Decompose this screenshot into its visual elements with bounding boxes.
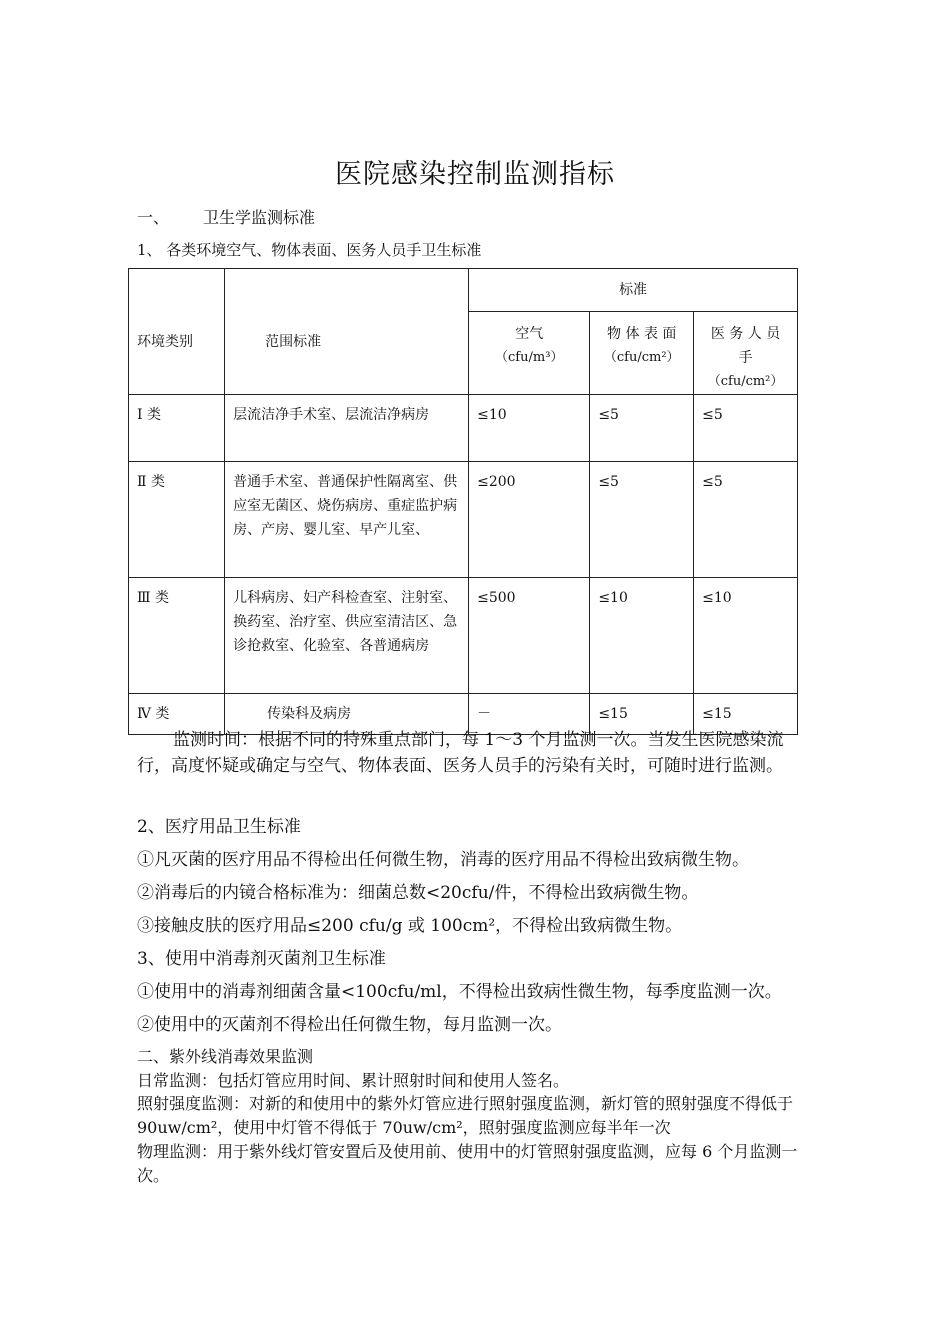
header-air-label: 空气 [515,326,544,342]
section-1-number: 一、 [137,208,170,227]
subsection-3-heading: 3、使用中消毒剂灭菌剂卫生标准 [137,949,386,969]
item-3-1: ①使用中的消毒剂细菌含量<100cfu/ml，不得检出致病性微生物，每季度监测一次。 [137,982,782,1002]
header-standard: 标准 [469,269,798,312]
section-1-heading [137,205,315,228]
cell-air: ≤500 [469,578,590,694]
cell-surface: ≤10 [590,578,694,694]
cell-surface: ≤5 [590,462,694,578]
header-air-unit: （cfu/m³） [495,350,564,365]
header-env: 环境类别 [129,269,225,395]
cell-class: Ⅲ 类 [129,578,225,694]
cell-air: ≤10 [469,395,590,462]
cell-scope: 普通手术室、普通保护性隔离室、供应室无菌区、烧伤病房、重症监护病房、产房、婴儿室、早产儿室、 [225,462,469,578]
table-row [129,395,798,462]
header-hand-label: 医 务 人 员 手 [710,326,781,366]
cell-class: Ⅰ 类 [129,395,225,462]
cell-scope: 层流洁净手术室、层流洁净病房 [225,395,469,462]
cell-hand: ≤5 [694,462,798,578]
section-2-heading: 二、紫外线消毒效果监测 [137,1047,314,1066]
monitor-time-paragraph: 监测时间：根据不同的特殊重点部门，每 1～3 个月监测一次。当发生医院感染流行，高度怀疑或确定与空气、物体表面、医务人员手的污染有关时，可随时进行监测。 [137,730,784,776]
cell-hand: ≤15 [694,694,798,735]
cell-air: ≤200 [469,462,590,578]
header-surface-unit: （cfu/cm²） [603,350,680,365]
cell-hand: ≤5 [694,395,798,462]
cell-scope: 儿科病房、妇产科检查室、注射室、换药室、治疗室、供应室清洁区、急诊抢救室、化验室、各普通病房 [225,578,469,694]
item-2-1: ①凡灭菌的医疗用品不得检出任何微生物，消毒的医疗用品不得检出致病微生物。 [137,850,749,870]
section-1-label: 卫生学监测标准 [203,208,316,227]
item-2-3: ③接触皮肤的医疗用品≤200 cfu/g 或 100cm²，不得检出致病微生物。 [137,916,683,936]
cell-class: Ⅱ 类 [129,462,225,578]
hygiene-standard-table [128,268,798,735]
header-air [469,312,590,395]
subsection-2-heading: 2、医疗用品卫生标准 [137,817,301,837]
header-scope: 范围标准 [225,269,469,395]
physical-monitoring: 物理监测：用于紫外线灯管安置后及使用前、使用中的灯管照射强度监测，应每 6 个月监测一次。 [137,1142,798,1185]
cell-class: Ⅳ 类 [129,694,225,735]
cell-surface: ≤15 [590,694,694,735]
daily-monitoring: 日常监测：包括灯管应用时间、累计照射时间和使用人签名。 [137,1071,570,1090]
intensity-monitoring: 照射强度监测：对新的和使用中的紫外灯管应进行照射强度监测，新灯管的照射强度不得低于 90uw/cm²，使用中灯管不得低于 70uw/cm²，照射强度监测应每半年一次 [137,1094,794,1137]
table-row [129,578,798,694]
subsection-1-heading: 1、 各类环境空气、物体表面、医务人员手卫生标准 [137,241,482,259]
header-surface [590,312,694,395]
header-hand-unit: （cfu/cm²） [707,374,784,389]
item-3-2: ②使用中的灭菌剂不得检出任何微生物，每月监测一次。 [137,1015,562,1035]
cell-scope: 传染科及病房 [225,694,469,735]
item-2-2: ②消毒后的内镜合格标准为：细菌总数<20cfu/件，不得检出致病微生物。 [137,883,699,903]
table-row [129,462,798,578]
cell-surface: ≤5 [590,395,694,462]
page-title: 医院感染控制监测指标 [335,159,615,190]
cell-hand: ≤10 [694,578,798,694]
cell-air: － [469,694,590,735]
header-hand [694,312,798,395]
header-surface-label: 物 体 表 面 [607,326,677,342]
